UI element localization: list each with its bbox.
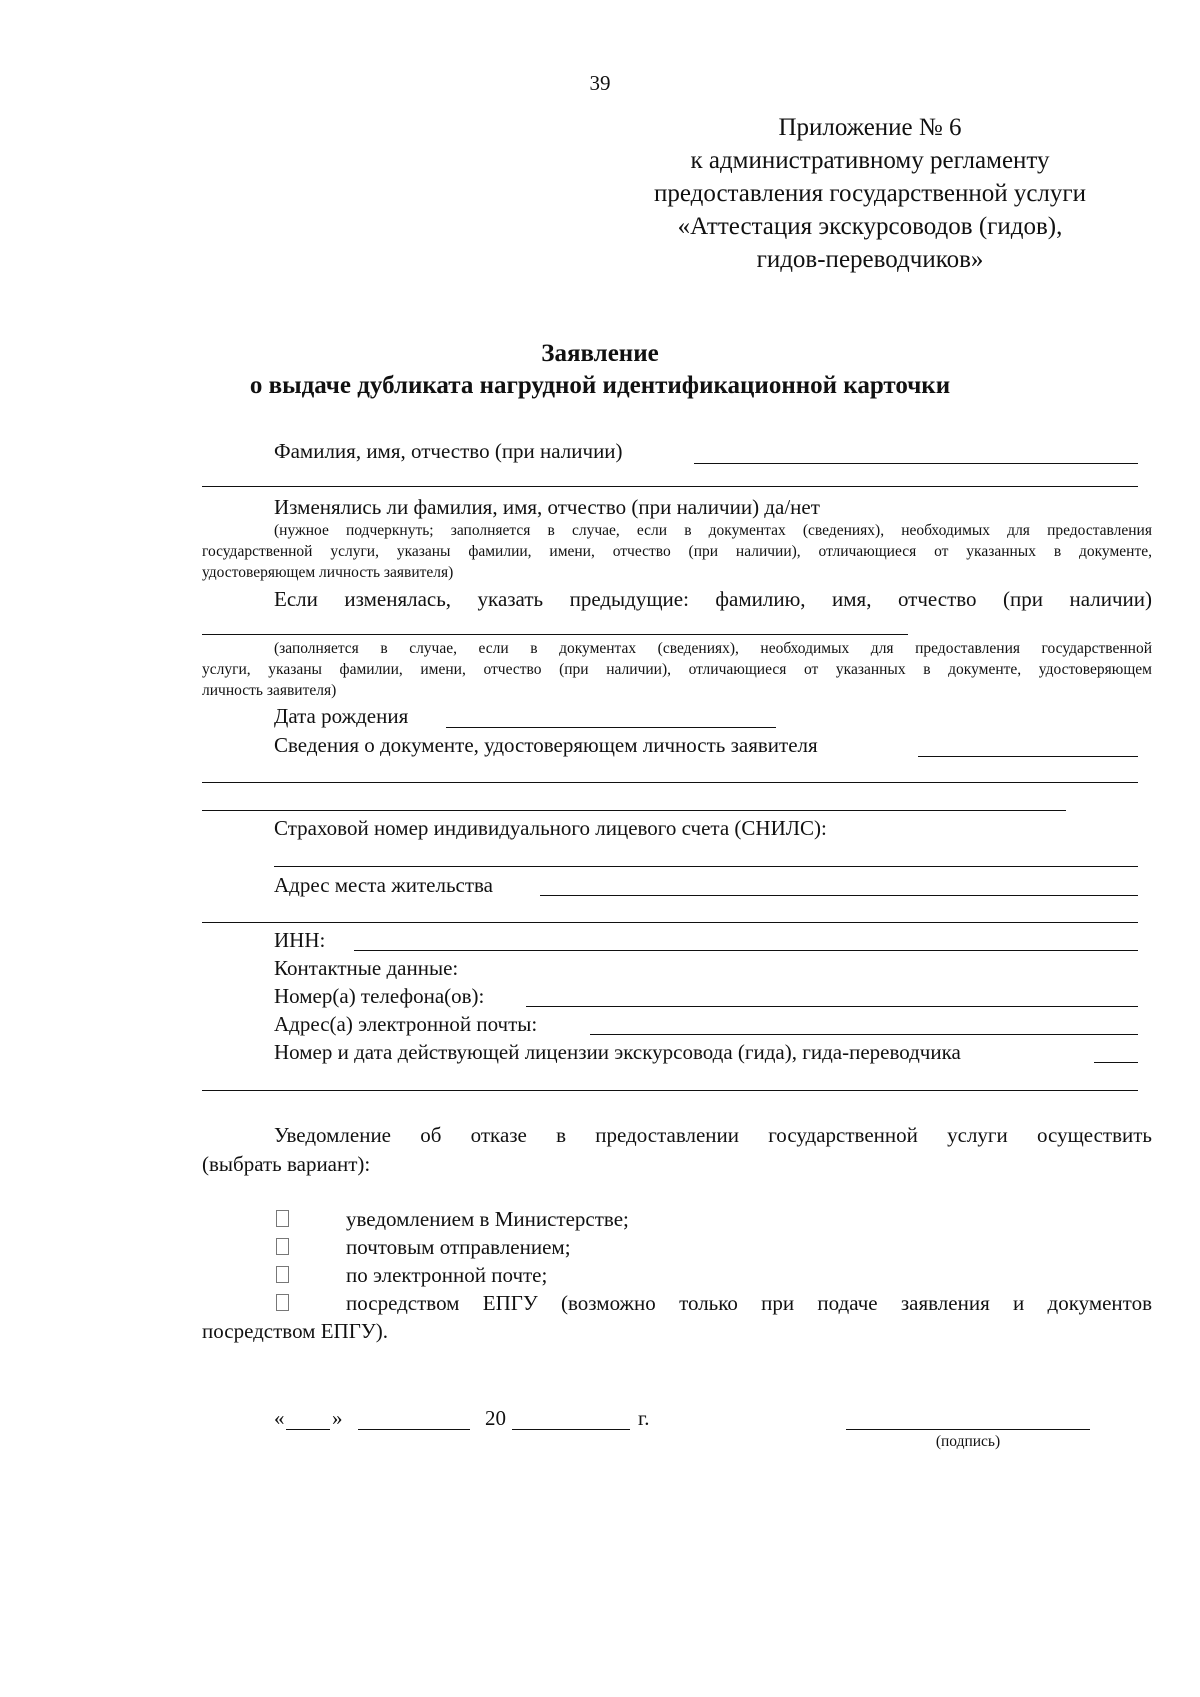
date-month-line[interactable] [358,1429,470,1430]
date-year-line[interactable] [512,1429,630,1430]
appendix-line-5: гидов-переводчиков» [756,246,984,273]
emails-line[interactable] [590,1034,1138,1035]
signature-line[interactable] [846,1429,1090,1430]
fio-label: Фамилия, имя, отчество (при наличии) [274,439,623,463]
option-email: по электронной почте; [346,1263,548,1287]
id-document-label: Сведения о документе, удостоверяющем личность заявителя [274,733,818,757]
notification-text-2: (выбрать вариант): [202,1152,371,1176]
address-line[interactable] [540,895,1138,896]
inn-line[interactable] [354,950,1138,951]
fio-changed-note-2: государственной услуги, указаны фамилии, имени, отчество (при наличии), отличающиеся от указанных в документе, [202,543,1152,560]
prev-fio-note-3: личность заявителя) [202,682,337,699]
appendix-line-3: предоставления государственной услуги [653,180,1087,207]
phones-line[interactable] [526,1006,1138,1007]
address-label: Адрес места жительства [274,873,493,897]
id-document-line-2[interactable] [202,782,1138,783]
date-year-suffix: г. [638,1406,650,1430]
option-epgu: посредством ЕПГУ (возможно только при подаче заявления и документов [346,1291,1152,1315]
fio-changed-label: Изменялись ли фамилия, имя, отчество (при наличии) да/нет [274,495,820,519]
checkbox-epgu[interactable] [276,1294,289,1311]
option-post: почтовым отправлением; [346,1235,571,1259]
signature-caption: (подпись) [935,1433,1001,1450]
license-line[interactable] [1094,1062,1138,1063]
document-title: Заявление [541,340,659,367]
checkbox-email[interactable] [276,1266,289,1283]
prev-fio-note-1: (заполняется в случае, если в документах (сведениях), необходимых для предоставления государственной [274,640,1152,657]
fio-changed-note-1: (нужное подчеркнуть; заполняется в случае, если в документах (сведениях), необходимых для предоставления [274,522,1152,539]
option-epgu-cont: посредством ЕПГУ). [202,1319,388,1343]
document-subtitle: о выдаче дубликата нагрудной идентификационной карточки [249,372,951,399]
appendix-line-1: Приложение № 6 [778,114,962,141]
date-quote-close: » [332,1406,343,1430]
page-number: 39 [589,71,611,95]
snils-label: Страховой номер индивидуального лицевого счета (СНИЛС): [274,816,827,840]
checkbox-post[interactable] [276,1238,289,1255]
fio-changed-note-3: удостоверяющем личность заявителя) [202,564,454,581]
license-label: Номер и дата действующей лицензии экскурсовода (гида), гида-переводчика [274,1040,961,1064]
notification-text: Уведомление об отказе в предоставлении государственной услуги осуществить [274,1123,1152,1147]
inn-label: ИНН: [274,928,326,952]
fio-line[interactable] [694,463,1138,464]
phones-label: Номер(а) телефона(ов): [274,984,485,1008]
prev-fio-label: Если изменялась, указать предыдущие: фамилию, имя, отчество (при наличии) [274,587,1152,611]
date-day-line[interactable] [286,1429,330,1430]
checkbox-ministry[interactable] [276,1210,289,1227]
license-line-2[interactable] [202,1090,1138,1091]
prev-fio-note-2: услуги, указаны фамилии, имени, отчество (при наличии), отличающиеся от указанных в документе, удостоверяющем [202,661,1152,678]
id-document-line-3[interactable] [202,810,1066,811]
option-ministry: уведомлением в Министерстве; [346,1207,629,1231]
snils-line[interactable] [274,866,1138,867]
date-year-prefix: 20 [485,1406,506,1430]
date-quote-open: « [274,1406,285,1430]
address-line-2[interactable] [202,922,1138,923]
id-document-line[interactable] [918,756,1138,757]
appendix-line-4: «Аттестация экскурсоводов (гидов), [677,213,1063,240]
contacts-label: Контактные данные: [274,956,459,980]
fio-line-2[interactable] [202,486,1138,487]
emails-label: Адрес(а) электронной почты: [274,1012,538,1036]
appendix-line-2: к административному регламенту [690,147,1050,174]
birth-date-label: Дата рождения [274,704,409,728]
birth-date-line[interactable] [446,727,776,728]
prev-fio-line[interactable] [202,634,908,635]
